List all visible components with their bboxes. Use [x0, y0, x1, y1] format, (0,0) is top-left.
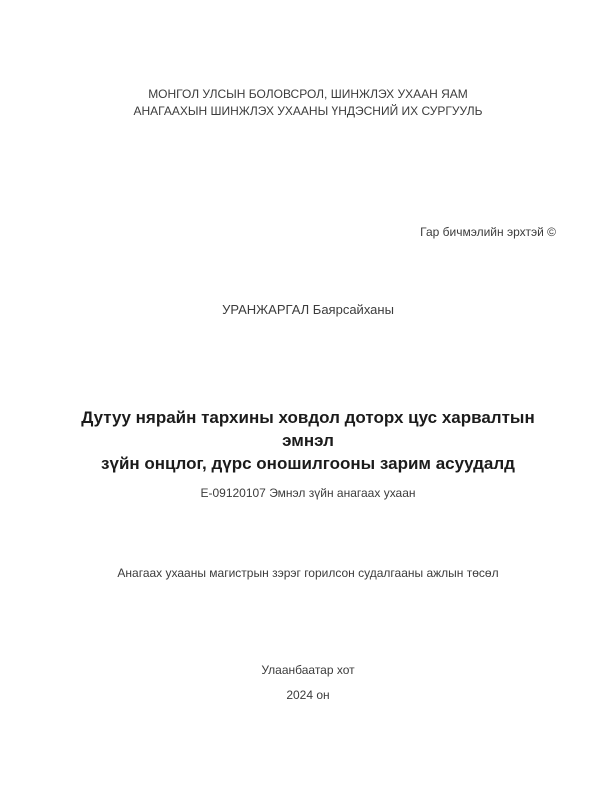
author-name: УРАНЖАРГАЛ Баярсайханы: [222, 302, 394, 317]
city-name: Улаанбаатар хот: [261, 663, 355, 677]
degree-statement: Анагаах ухааны магистрын зэрэг горилсон судалгааны ажлын төсөл: [117, 566, 499, 580]
year-label: 2024 он: [286, 688, 330, 702]
program-code: Е-09120107 Эмнэл зүйн анагаах ухаан: [200, 486, 416, 500]
manuscript-rights-notice: Гар бичмэлийн эрхтэй ©: [420, 225, 556, 239]
institution-header: [60, 86, 556, 120]
ministry-name: МОНГОЛ УЛСЫН БОЛОВСРОЛ, ШИНЖЛЭХ УХААН ЯАМ: [148, 87, 468, 101]
thesis-title-line2: зүйн онцлог, дүрс оношилгооны зарим асуудалд: [101, 454, 515, 473]
thesis-title-line1: Дутуу нярайн тархины ховдол доторх цус харвалтын эмнэл: [81, 408, 535, 450]
thesis-title: [60, 406, 556, 475]
university-name: АНАГААХЫН ШИНЖЛЭХ УХААНЫ ҮНДЭСНИЙ ИХ СУРГУУЛЬ: [133, 104, 483, 118]
